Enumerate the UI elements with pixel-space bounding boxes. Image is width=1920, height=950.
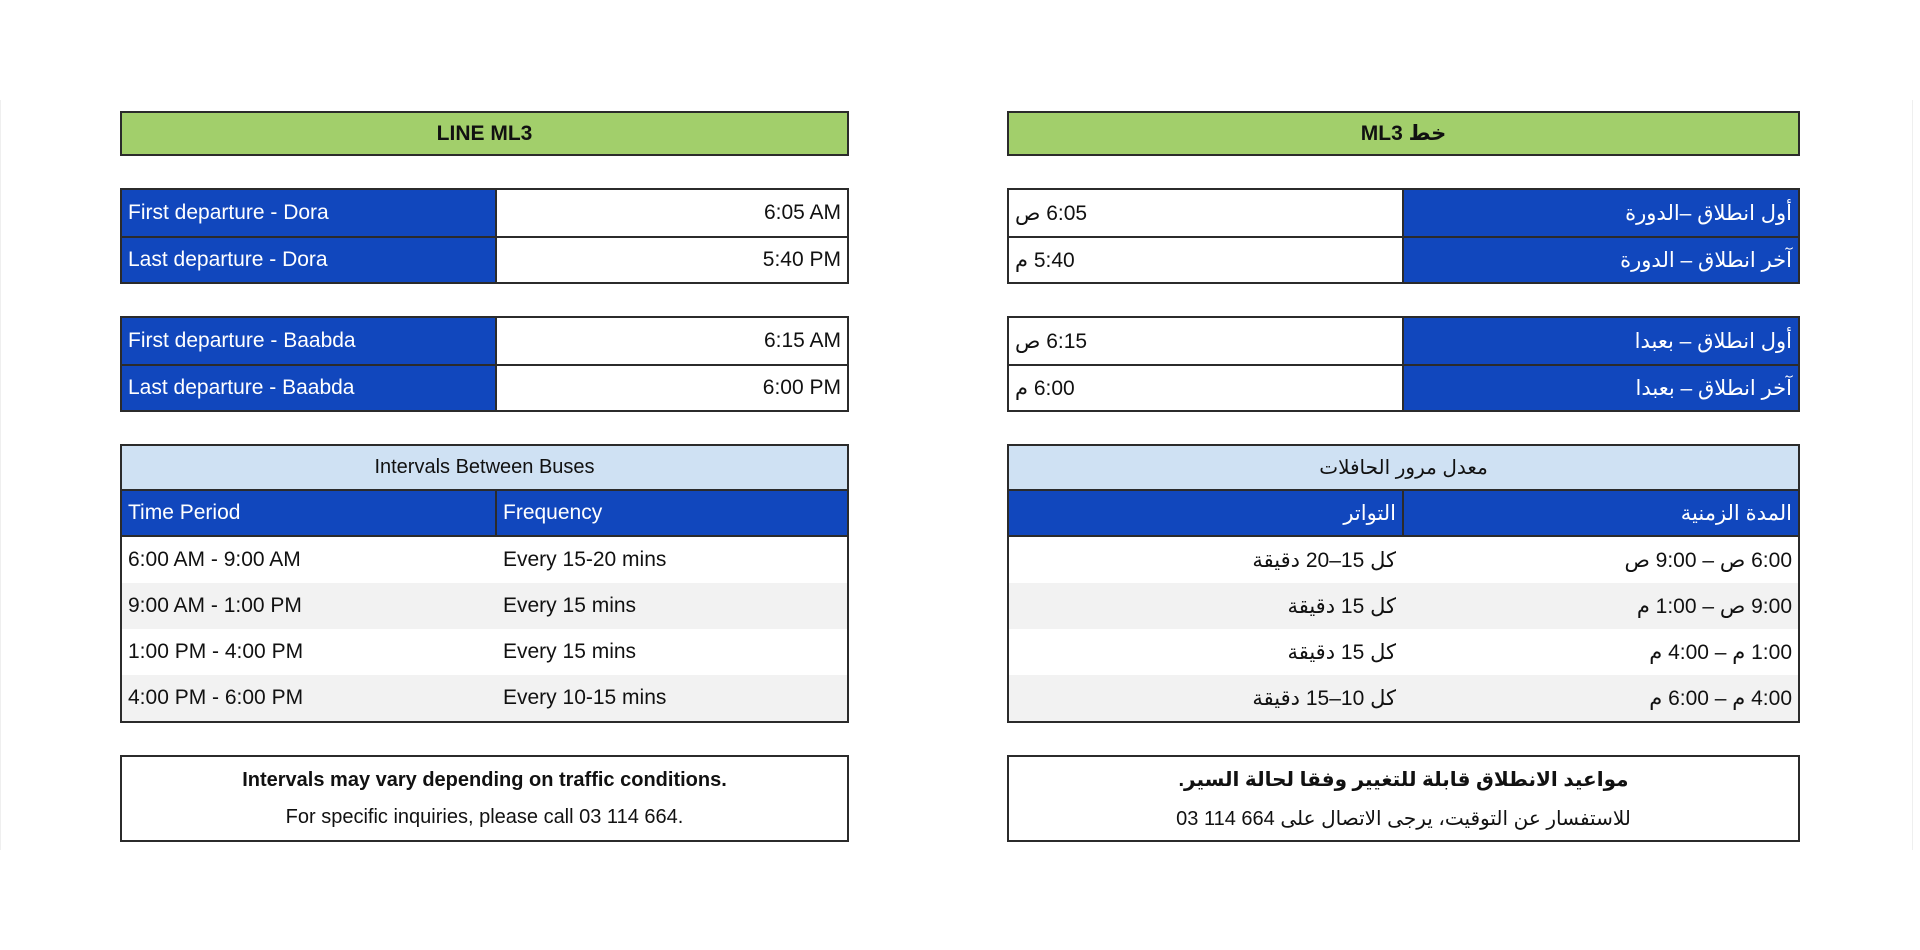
table-row <box>122 190 847 236</box>
intervals-title-arabic: معدل مرور الحافلات <box>1009 446 1798 491</box>
table-row <box>1009 364 1798 410</box>
last-departure-baabda-value: 6:00 PM <box>497 366 847 410</box>
baabda-departures-table-arabic <box>1007 316 1800 412</box>
frequency-cell: كل 15 دقيقة <box>1287 594 1396 618</box>
table-row <box>1009 583 1798 629</box>
first-departure-baabda-label: First departure - Baabda <box>122 318 497 364</box>
intervals-body <box>122 537 847 721</box>
time-period-cell: 9:00 ص – 1:00 م <box>1636 594 1792 618</box>
intervals-body-arabic <box>1009 537 1798 721</box>
inquiry-phone-text-arabic: للاستفسار عن التوقيت، يرجى الاتصال على 664 114 03 <box>1176 807 1631 830</box>
time-period-cell: 4:00 م – 6:00 م <box>1649 686 1792 710</box>
traffic-note-box-arabic <box>1007 755 1800 842</box>
dora-departures-table <box>120 188 849 284</box>
table-row <box>122 629 847 675</box>
first-departure-baabda-label-arabic: أول انطلاق – بعبدا <box>1402 318 1798 364</box>
time-period-cell: 6:00 AM - 9:00 AM <box>128 548 301 571</box>
english-schedule-panel <box>120 111 849 842</box>
last-departure-dora-label-arabic: آخر انطلاق – الدورة <box>1402 238 1798 282</box>
last-departure-dora-value-arabic: 5:40 م <box>1009 238 1402 282</box>
intervals-title: Intervals Between Buses <box>122 446 847 491</box>
baabda-departures-table <box>120 316 849 412</box>
frequency-cell: كل 15–20 دقيقة <box>1252 548 1396 572</box>
frequency-cell: Every 15-20 mins <box>503 548 667 571</box>
table-row <box>122 318 847 364</box>
first-departure-dora-value-arabic: 6:05 ص <box>1009 190 1402 236</box>
inquiry-phone-text: For specific inquiries, please call 03 114 664. <box>285 805 684 828</box>
table-row <box>122 236 847 282</box>
time-period-cell: 1:00 م – 4:00 م <box>1649 640 1792 664</box>
intervals-table-arabic <box>1007 444 1800 723</box>
last-departure-dora-value: 5:40 PM <box>497 238 847 282</box>
column-header-time-period: Time Period <box>122 491 497 535</box>
frequency-cell: Every 15 mins <box>503 594 637 617</box>
time-period-cell: 6:00 ص – 9:00 ص <box>1624 548 1792 572</box>
table-row <box>1009 629 1798 675</box>
arabic-schedule-panel <box>1007 111 1800 842</box>
table-row <box>1009 236 1798 282</box>
table-row <box>1009 675 1798 721</box>
last-departure-dora-label: Last departure - Dora <box>122 238 497 282</box>
line-title: LINE ML3 <box>120 111 849 156</box>
column-header-frequency-arabic: التواتر <box>1343 501 1396 525</box>
intervals-header-row <box>122 491 847 537</box>
dora-departures-table-arabic <box>1007 188 1800 284</box>
column-header-frequency: Frequency <box>503 501 603 524</box>
last-departure-baabda-value-arabic: 6:00 م <box>1009 366 1402 410</box>
first-departure-baabda-value: 6:15 AM <box>497 318 847 364</box>
line-title-arabic: خط ML3 <box>1007 111 1800 156</box>
frequency-cell: Every 15 mins <box>503 640 637 663</box>
first-departure-dora-value: 6:05 AM <box>497 190 847 236</box>
intervals-header-row-arabic <box>1009 491 1798 537</box>
frequency-cell: كل 15 دقيقة <box>1287 640 1396 664</box>
table-row <box>1009 318 1798 364</box>
traffic-note-box <box>120 755 849 842</box>
first-departure-dora-label: First departure - Dora <box>122 190 497 236</box>
table-row <box>1009 190 1798 236</box>
table-row <box>122 583 847 629</box>
first-departure-baabda-value-arabic: 6:15 ص <box>1009 318 1402 364</box>
time-period-cell: 1:00 PM - 4:00 PM <box>128 640 304 663</box>
time-period-cell: 9:00 AM - 1:00 PM <box>128 594 302 617</box>
table-row <box>122 364 847 410</box>
last-departure-baabda-label: Last departure - Baabda <box>122 366 497 410</box>
table-row <box>122 675 847 721</box>
table-row <box>1009 537 1798 583</box>
table-row <box>122 537 847 583</box>
frequency-cell: Every 10-15 mins <box>503 686 667 709</box>
traffic-disclaimer: Intervals may vary depending on traffic conditions. <box>242 768 727 791</box>
frequency-cell: كل 10–15 دقيقة <box>1252 686 1396 710</box>
column-header-time-period-arabic: المدة الزمنية <box>1402 491 1798 535</box>
first-departure-dora-label-arabic: أول انطلاق –الدورة <box>1402 190 1798 236</box>
intervals-table <box>120 444 849 723</box>
last-departure-baabda-label-arabic: آخر انطلاق – بعبدا <box>1402 366 1798 410</box>
traffic-disclaimer-arabic: مواعيد الانطلاق قابلة للتغيير وفقا لحالة السير. <box>1178 768 1629 791</box>
time-period-cell: 4:00 PM - 6:00 PM <box>128 686 304 709</box>
